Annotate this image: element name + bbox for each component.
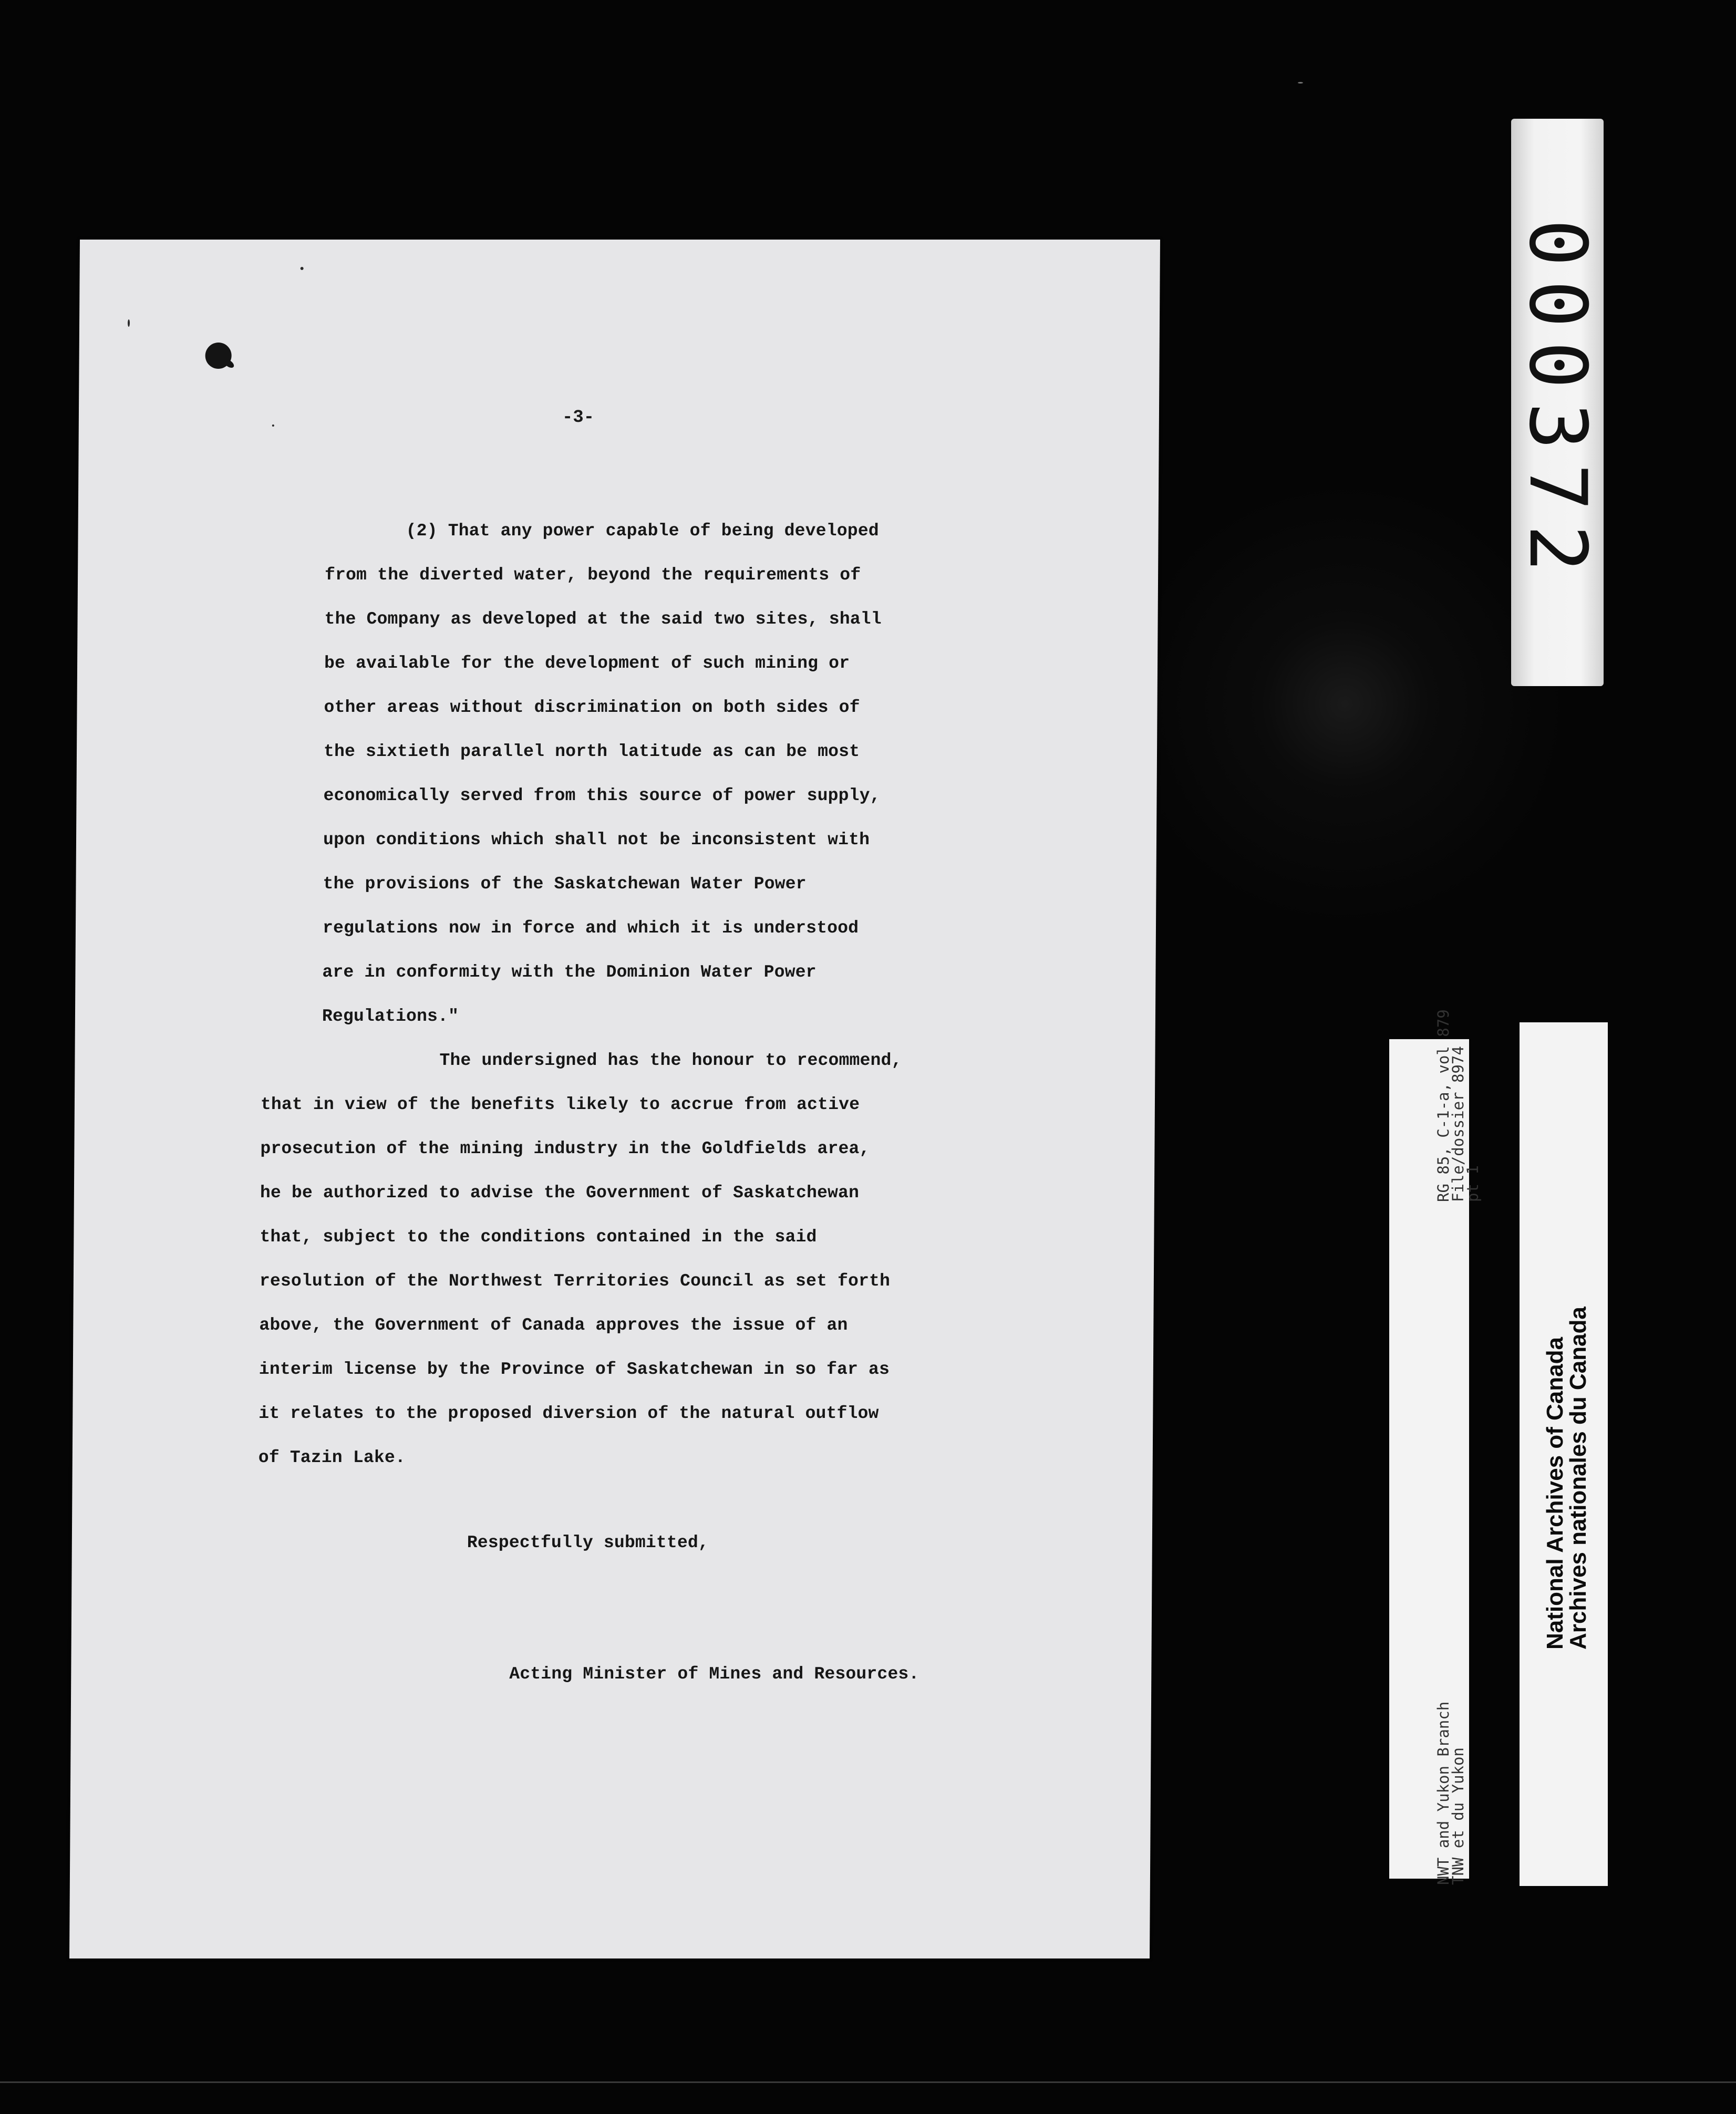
text-line: interim license by the Province of Saskatchewan in so far as bbox=[259, 1360, 890, 1379]
text-line: Regulations." bbox=[322, 1007, 459, 1026]
text-line: above, the Government of Canada approves the issue of an bbox=[259, 1315, 848, 1335]
punch-hole bbox=[205, 343, 231, 369]
text-line: that in view of the benefits likely to accrue from active bbox=[260, 1095, 860, 1114]
branch-line: NWT and Yukon Branch bbox=[1434, 1701, 1452, 1885]
text-line: regulations now in force and which it is understood bbox=[322, 918, 859, 938]
reference-line: File/dossier 8974 bbox=[1449, 1046, 1467, 1202]
text-line: the sixtieth parallel north latitude as can be most bbox=[323, 742, 860, 761]
text-line: (2) That any power capable of being developed bbox=[406, 521, 879, 541]
text-line: from the diverted water, beyond the requirements of bbox=[324, 565, 861, 585]
text-line: are in conformity with the Dominion Water Power bbox=[322, 962, 817, 982]
branch-line: TNW et du Yukon bbox=[1449, 1747, 1467, 1885]
text-line: economically served from this source of power supply, bbox=[323, 786, 881, 805]
archive-reference-label bbox=[1389, 1009, 1482, 1885]
signature-title: Acting Minister of Mines and Resources. bbox=[509, 1664, 919, 1684]
text-line: The undersigned has the honour to recommend, bbox=[439, 1051, 902, 1070]
text-line: be available for the development of such mining or bbox=[324, 654, 850, 673]
speck bbox=[272, 424, 274, 427]
accession-number: 000372 bbox=[1512, 219, 1603, 586]
accession-number-strip bbox=[1511, 119, 1604, 686]
institution-name-en: National Archives of Canada bbox=[1542, 1337, 1568, 1650]
speck bbox=[1298, 82, 1303, 84]
document-page bbox=[69, 240, 1160, 1958]
film-edge-line bbox=[0, 2081, 1736, 2083]
institution-name-fr: Archives nationales du Canada bbox=[1565, 1307, 1591, 1650]
text-line: upon conditions which shall not be inconsistent with bbox=[323, 830, 870, 849]
text-line: the Company as developed at the said two sites, shall bbox=[324, 609, 882, 629]
reference-line: pt 1 bbox=[1464, 1165, 1482, 1202]
closing-line: Respectfully submitted, bbox=[467, 1533, 709, 1552]
body-text bbox=[77, 240, 919, 1684]
text-line: that, subject to the conditions contained in the said bbox=[260, 1227, 817, 1247]
reference-line: RG 85, C-1-a, vol 879 bbox=[1434, 1009, 1452, 1202]
text-line: other areas without discrimination on both sides of bbox=[324, 698, 860, 717]
text-line: it relates to the proposed diversion of the natural outflow bbox=[259, 1404, 879, 1423]
page-number: -3- bbox=[562, 408, 595, 428]
text-line: he be authorized to advise the Government of Saskatchewan bbox=[260, 1183, 860, 1203]
speck bbox=[301, 267, 304, 270]
text-line: of Tazin Lake. bbox=[258, 1448, 406, 1467]
archive-institution-label bbox=[1520, 1022, 1608, 1886]
text-line: the provisions of the Saskatchewan Water Power bbox=[323, 874, 807, 894]
text-line: prosecution of the mining industry in the Goldfields area, bbox=[260, 1139, 870, 1158]
text-line: resolution of the Northwest Territories Council as set forth bbox=[259, 1271, 891, 1291]
